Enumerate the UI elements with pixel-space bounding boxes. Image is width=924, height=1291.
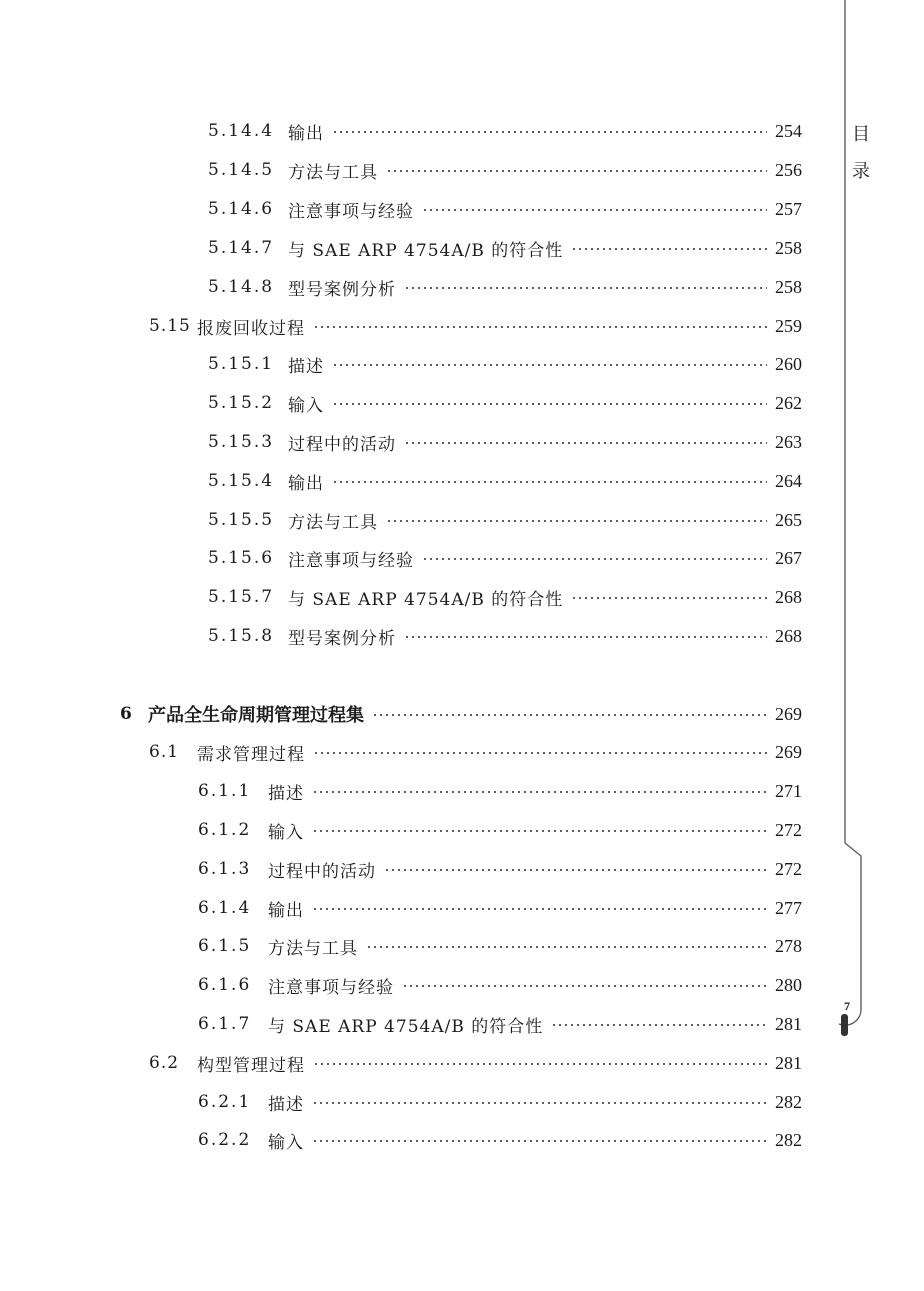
toc-entry-number: 5.15.6 [208, 548, 275, 568]
page-number: 7 [844, 999, 850, 1013]
toc-entry-number: 6 [120, 704, 132, 724]
toc-entry-number: 5.15.4 [208, 471, 275, 491]
toc-entry-title: 与 SAE ARP 4754A/B 的符合性 [288, 589, 564, 610]
toc-entry-page: 271 [775, 780, 802, 801]
toc-entry-page: 256 [775, 159, 802, 180]
toc-entry-title: 输入 [268, 1132, 304, 1153]
side-tab-label-mu: 目 [852, 124, 870, 145]
toc-entry-page: 269 [775, 703, 802, 724]
toc-entry-number: 5.14.4 [208, 121, 275, 141]
toc-entry-page: 272 [775, 819, 802, 840]
toc-entry-page: 272 [775, 858, 802, 879]
toc-entry-page: 268 [775, 586, 802, 607]
toc-entry-number: 6.1.5 [198, 936, 252, 956]
toc-entry-number: 5.14.8 [208, 277, 275, 297]
toc-entry-number: 6.2 [149, 1053, 180, 1073]
toc-entry-number: 6.1.1 [198, 781, 252, 801]
toc-entry-title: 描述 [268, 1094, 304, 1115]
toc-entry-number: 6.1.2 [198, 820, 252, 840]
toc-entry-page: 281 [775, 1013, 802, 1034]
toc-entry-number: 6.2.1 [198, 1092, 252, 1112]
toc-entry-title: 输入 [268, 822, 304, 843]
toc-entry-title: 过程中的活动 [288, 434, 396, 455]
toc-entry-title: 型号案例分析 [288, 628, 396, 649]
toc-entry-title: 方法与工具 [288, 162, 378, 183]
toc-entry-number: 6.2.2 [198, 1130, 252, 1150]
toc-entry-title: 方法与工具 [268, 938, 358, 959]
toc-entry-page: 264 [775, 470, 802, 491]
toc-entry-title: 输入 [288, 395, 324, 416]
toc-entry-page: 269 [775, 741, 802, 762]
toc-entry-title: 输出 [288, 473, 324, 494]
toc-entry-page: 281 [775, 1052, 802, 1073]
toc-entry-number: 6.1.7 [198, 1014, 252, 1034]
toc-entry-page: 265 [775, 509, 802, 530]
toc-entry-number: 5.14.6 [208, 199, 275, 219]
toc-entry-number: 5.14.5 [208, 160, 275, 180]
toc-entry-page: 260 [775, 353, 802, 374]
toc-entry-title: 过程中的活动 [268, 861, 376, 882]
toc-entry-title: 需求管理过程 [197, 744, 305, 765]
toc-entry-number: 5.14.7 [208, 238, 275, 258]
toc-entry-title: 输出 [268, 900, 304, 921]
toc-entry-page: 258 [775, 237, 802, 258]
toc-entry-number: 6.1 [149, 742, 180, 762]
toc-entry-page: 267 [775, 547, 802, 568]
toc-entry-title: 描述 [268, 783, 304, 804]
toc-entry-title: 报废回收过程 [197, 318, 305, 339]
toc-entry-page: 263 [775, 431, 802, 452]
toc-entry-title: 描述 [288, 356, 324, 377]
toc-entry-page: 282 [775, 1091, 802, 1112]
toc-entry-title: 注意事项与经验 [288, 201, 414, 222]
toc-entry-number: 5.15 [149, 316, 191, 336]
toc-entry-page: 262 [775, 392, 802, 413]
toc-entry-number: 6.1.4 [198, 898, 252, 918]
toc-entry-page: 278 [775, 935, 802, 956]
toc-entry-number: 5.15.1 [208, 354, 275, 374]
toc-entry-page: 258 [775, 276, 802, 297]
toc-entry-title: 与 SAE ARP 4754A/B 的符合性 [268, 1016, 544, 1037]
toc-entry-title: 注意事项与经验 [288, 550, 414, 571]
toc-entry-title: 型号案例分析 [288, 279, 396, 300]
toc-entry-page: 280 [775, 974, 802, 995]
toc-entry-number: 5.15.5 [208, 510, 275, 530]
toc-entry-number: 6.1.6 [198, 975, 252, 995]
toc-entry-number: 5.15.2 [208, 393, 275, 413]
toc-entry-number: 5.15.3 [208, 432, 275, 452]
toc-entry-page: 254 [775, 120, 802, 141]
toc-entry-number: 5.15.8 [208, 626, 275, 646]
toc-entry-page: 277 [775, 897, 802, 918]
toc-entry-page: 257 [775, 198, 802, 219]
toc-entry-page: 259 [775, 315, 802, 336]
toc-entry-page: 268 [775, 625, 802, 646]
toc-entry-title: 注意事项与经验 [268, 977, 394, 998]
toc-entry-number: 6.1.3 [198, 859, 252, 879]
toc-entry-page: 282 [775, 1129, 802, 1150]
toc-entry-title: 产品全生命周期管理过程集 [148, 705, 364, 726]
side-tab-label-lu: 录 [852, 161, 870, 182]
toc-entry-title: 方法与工具 [288, 512, 378, 533]
toc-entry-title: 输出 [288, 123, 324, 144]
toc-entry-title: 与 SAE ARP 4754A/B 的符合性 [288, 240, 564, 261]
toc-entry-number: 5.15.7 [208, 587, 275, 607]
toc-entry-title: 构型管理过程 [197, 1055, 305, 1076]
